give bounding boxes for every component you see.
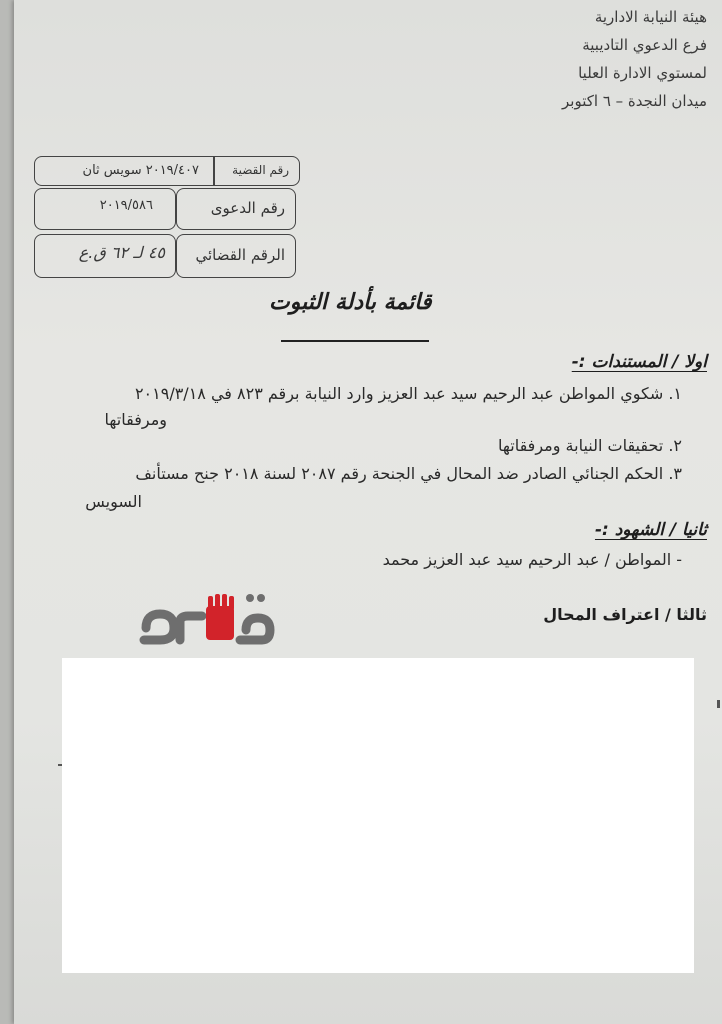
case-number-value: ٢٠١٩/٤٠٧ سويس ثان bbox=[82, 163, 199, 178]
redaction-block bbox=[62, 658, 694, 973]
vito-watermark-logo bbox=[136, 588, 276, 652]
lawsuit-number-value: ٢٠١٩/٥٨٦ bbox=[99, 198, 153, 213]
judicial-number-label: الرقم القضائي bbox=[195, 246, 285, 264]
lawsuit-number-label-box bbox=[176, 188, 296, 230]
judicial-number-value: ٤٥ لـ ٦٢ ق.ع bbox=[78, 243, 165, 262]
lawsuit-number-value-box bbox=[34, 188, 176, 230]
documents-heading: اولا / المستندات :- bbox=[571, 352, 707, 372]
witness-item-1: - المواطن / عبد الرحيم سيد عبد العزيز محمد bbox=[382, 550, 682, 569]
document-item-1-cont: ومرفقاتها bbox=[104, 410, 167, 429]
header-line-1: هيئة النيابة الادارية bbox=[594, 8, 707, 26]
page-title: قائمة بأدلة الثبوت bbox=[269, 290, 432, 315]
header-line-3: لمستوي الادارة العليا bbox=[578, 64, 707, 82]
document-item-2: ٢. تحقيقات النيابة ومرفقاتها bbox=[498, 436, 682, 455]
header-line-4: ميدان النجدة – ٦ اكتوبر bbox=[562, 92, 707, 110]
document-page bbox=[14, 0, 722, 1024]
case-number-label: رقم القضية bbox=[232, 163, 289, 177]
document-item-3: ٣. الحكم الجنائي الصادر ضد المحال في الجنحة رقم ٢٠٨٧ لسنة ٢٠١٨ جنح مستأنف bbox=[135, 464, 682, 483]
document-item-1: ١. شكوي المواطن عبد الرحيم سيد عبد العزيز وارد النيابة برقم ٨٢٣ في ٢٠١٩/٣/١٨ bbox=[134, 384, 682, 403]
case-number-divider bbox=[213, 157, 215, 185]
edge-mark bbox=[717, 700, 720, 708]
witnesses-heading: ثانيا / الشهود :- bbox=[594, 520, 707, 540]
document-item-3-cont: السويس bbox=[85, 492, 142, 511]
judicial-number-value-box bbox=[34, 234, 176, 278]
vito-logo-icon bbox=[136, 588, 276, 652]
judicial-number-label-box bbox=[176, 234, 296, 278]
confession-heading: ثالثا / اعتراف المحال bbox=[543, 605, 707, 624]
header-line-2: فرع الدعوي التاديبية bbox=[582, 36, 707, 54]
title-underline bbox=[281, 340, 429, 342]
case-number-box bbox=[34, 156, 300, 186]
lawsuit-number-label: رقم الدعوى bbox=[210, 199, 285, 217]
